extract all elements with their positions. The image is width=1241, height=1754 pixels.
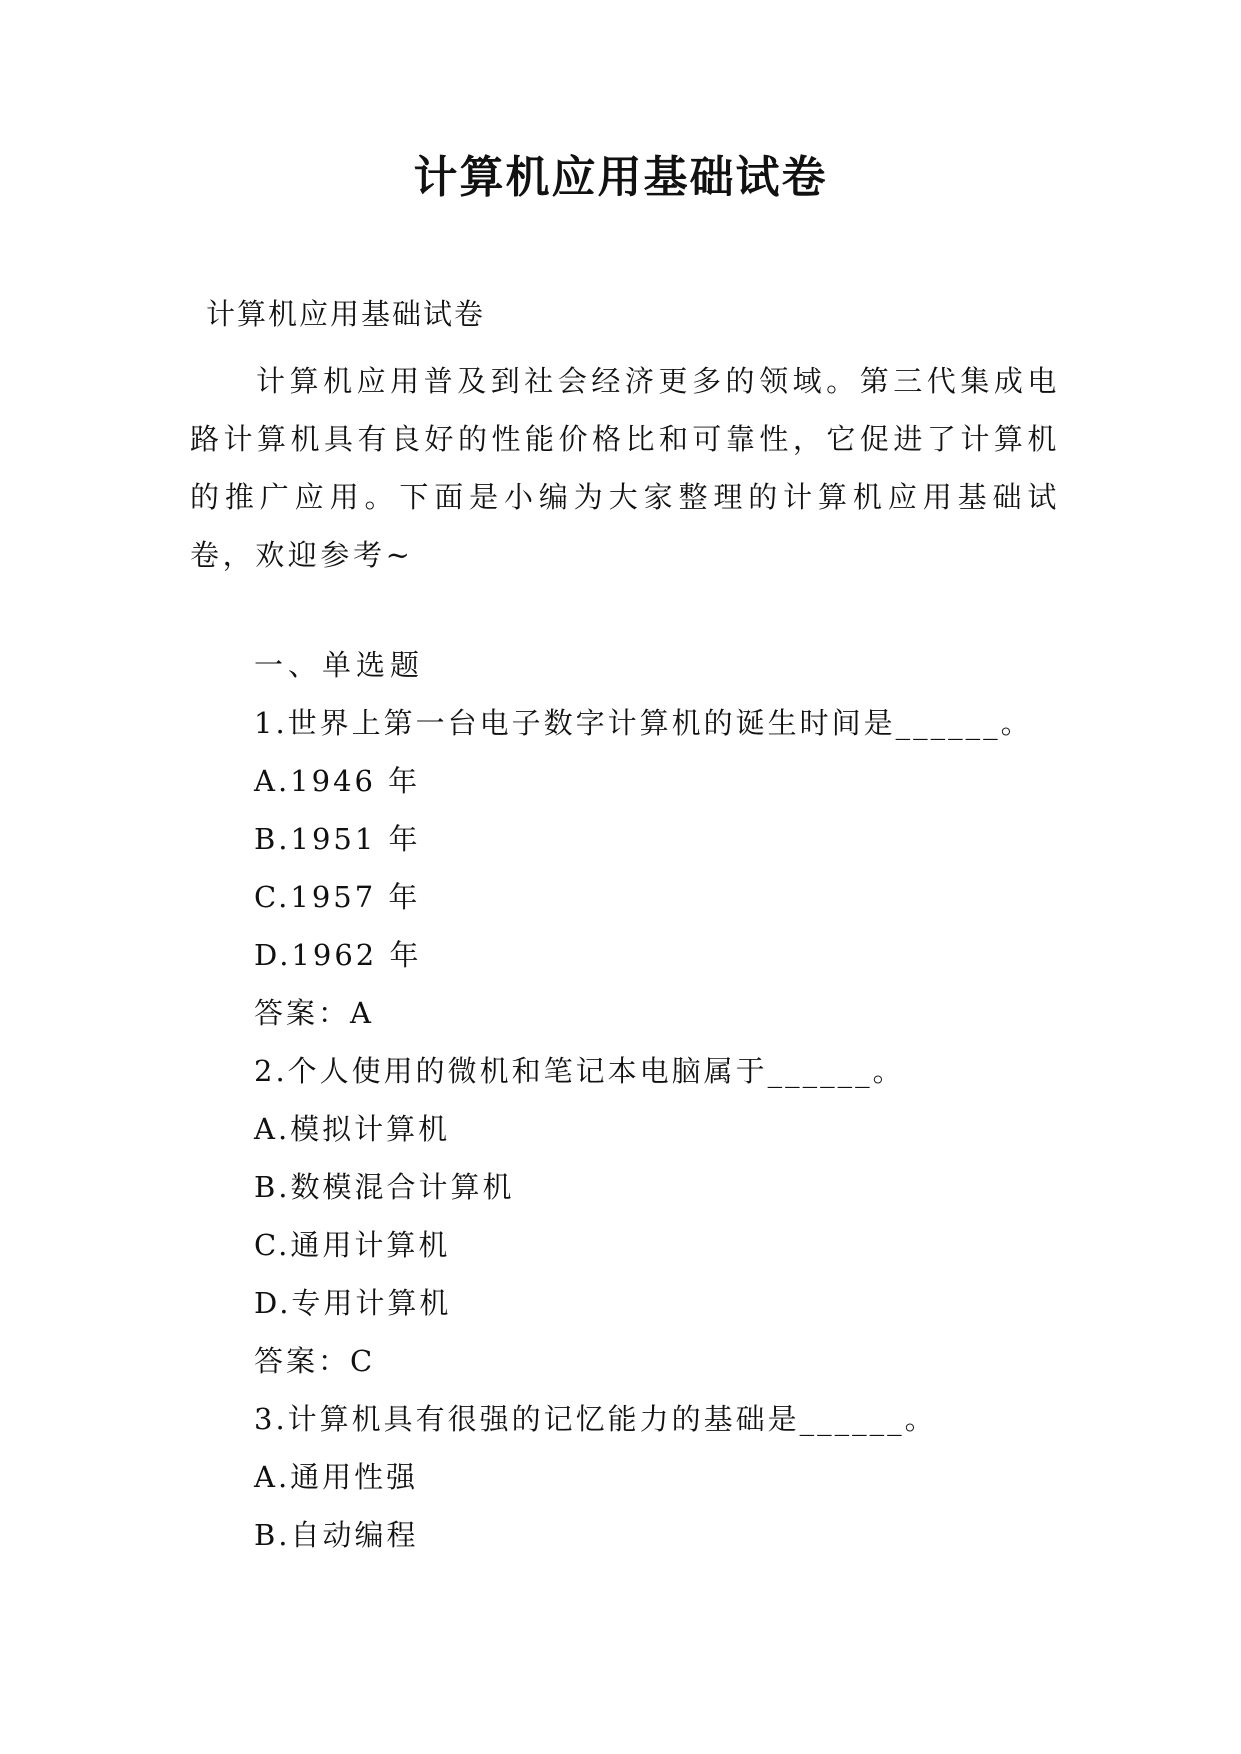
question-stem: 2.个人使用的微机和笔记本电脑属于______。	[254, 1054, 905, 1088]
section-heading: 一、单选题	[254, 648, 425, 682]
question-stem: 1.世界上第一台电子数字计算机的诞生时间是______。	[254, 706, 1033, 740]
option-d: D.专用计算机	[254, 1286, 452, 1320]
option-b: B.自动编程	[254, 1518, 419, 1552]
question-stem: 3.计算机具有很强的记忆能力的基础是______。	[254, 1402, 937, 1436]
answer-line: 答案：A	[254, 996, 374, 1030]
option-b: B.数模混合计算机	[254, 1170, 515, 1204]
answer-line: 答案：C	[254, 1344, 376, 1378]
option-c: C.1957 年	[254, 880, 421, 914]
document-title: 计算机应用基础试卷	[413, 152, 828, 203]
option-c: C.通用计算机	[254, 1228, 451, 1262]
option-d: D.1962 年	[254, 938, 422, 972]
option-a: A.1946 年	[254, 764, 421, 798]
question-list	[254, 636, 1154, 1564]
document-subtitle: 计算机应用基础试卷	[206, 297, 486, 331]
option-b: B.1951 年	[254, 822, 421, 856]
option-a: A.模拟计算机	[254, 1112, 451, 1146]
intro-paragraph: 计算机应用普及到社会经济更多的领域。第三代集成电路计算机具有良好的性能价格比和可靠性，它促进了计算机的推广应用。下面是小编为大家整理的计算机应用基础试卷，欢迎参考~	[190, 364, 1060, 572]
option-a: A.通用性强	[254, 1460, 419, 1494]
